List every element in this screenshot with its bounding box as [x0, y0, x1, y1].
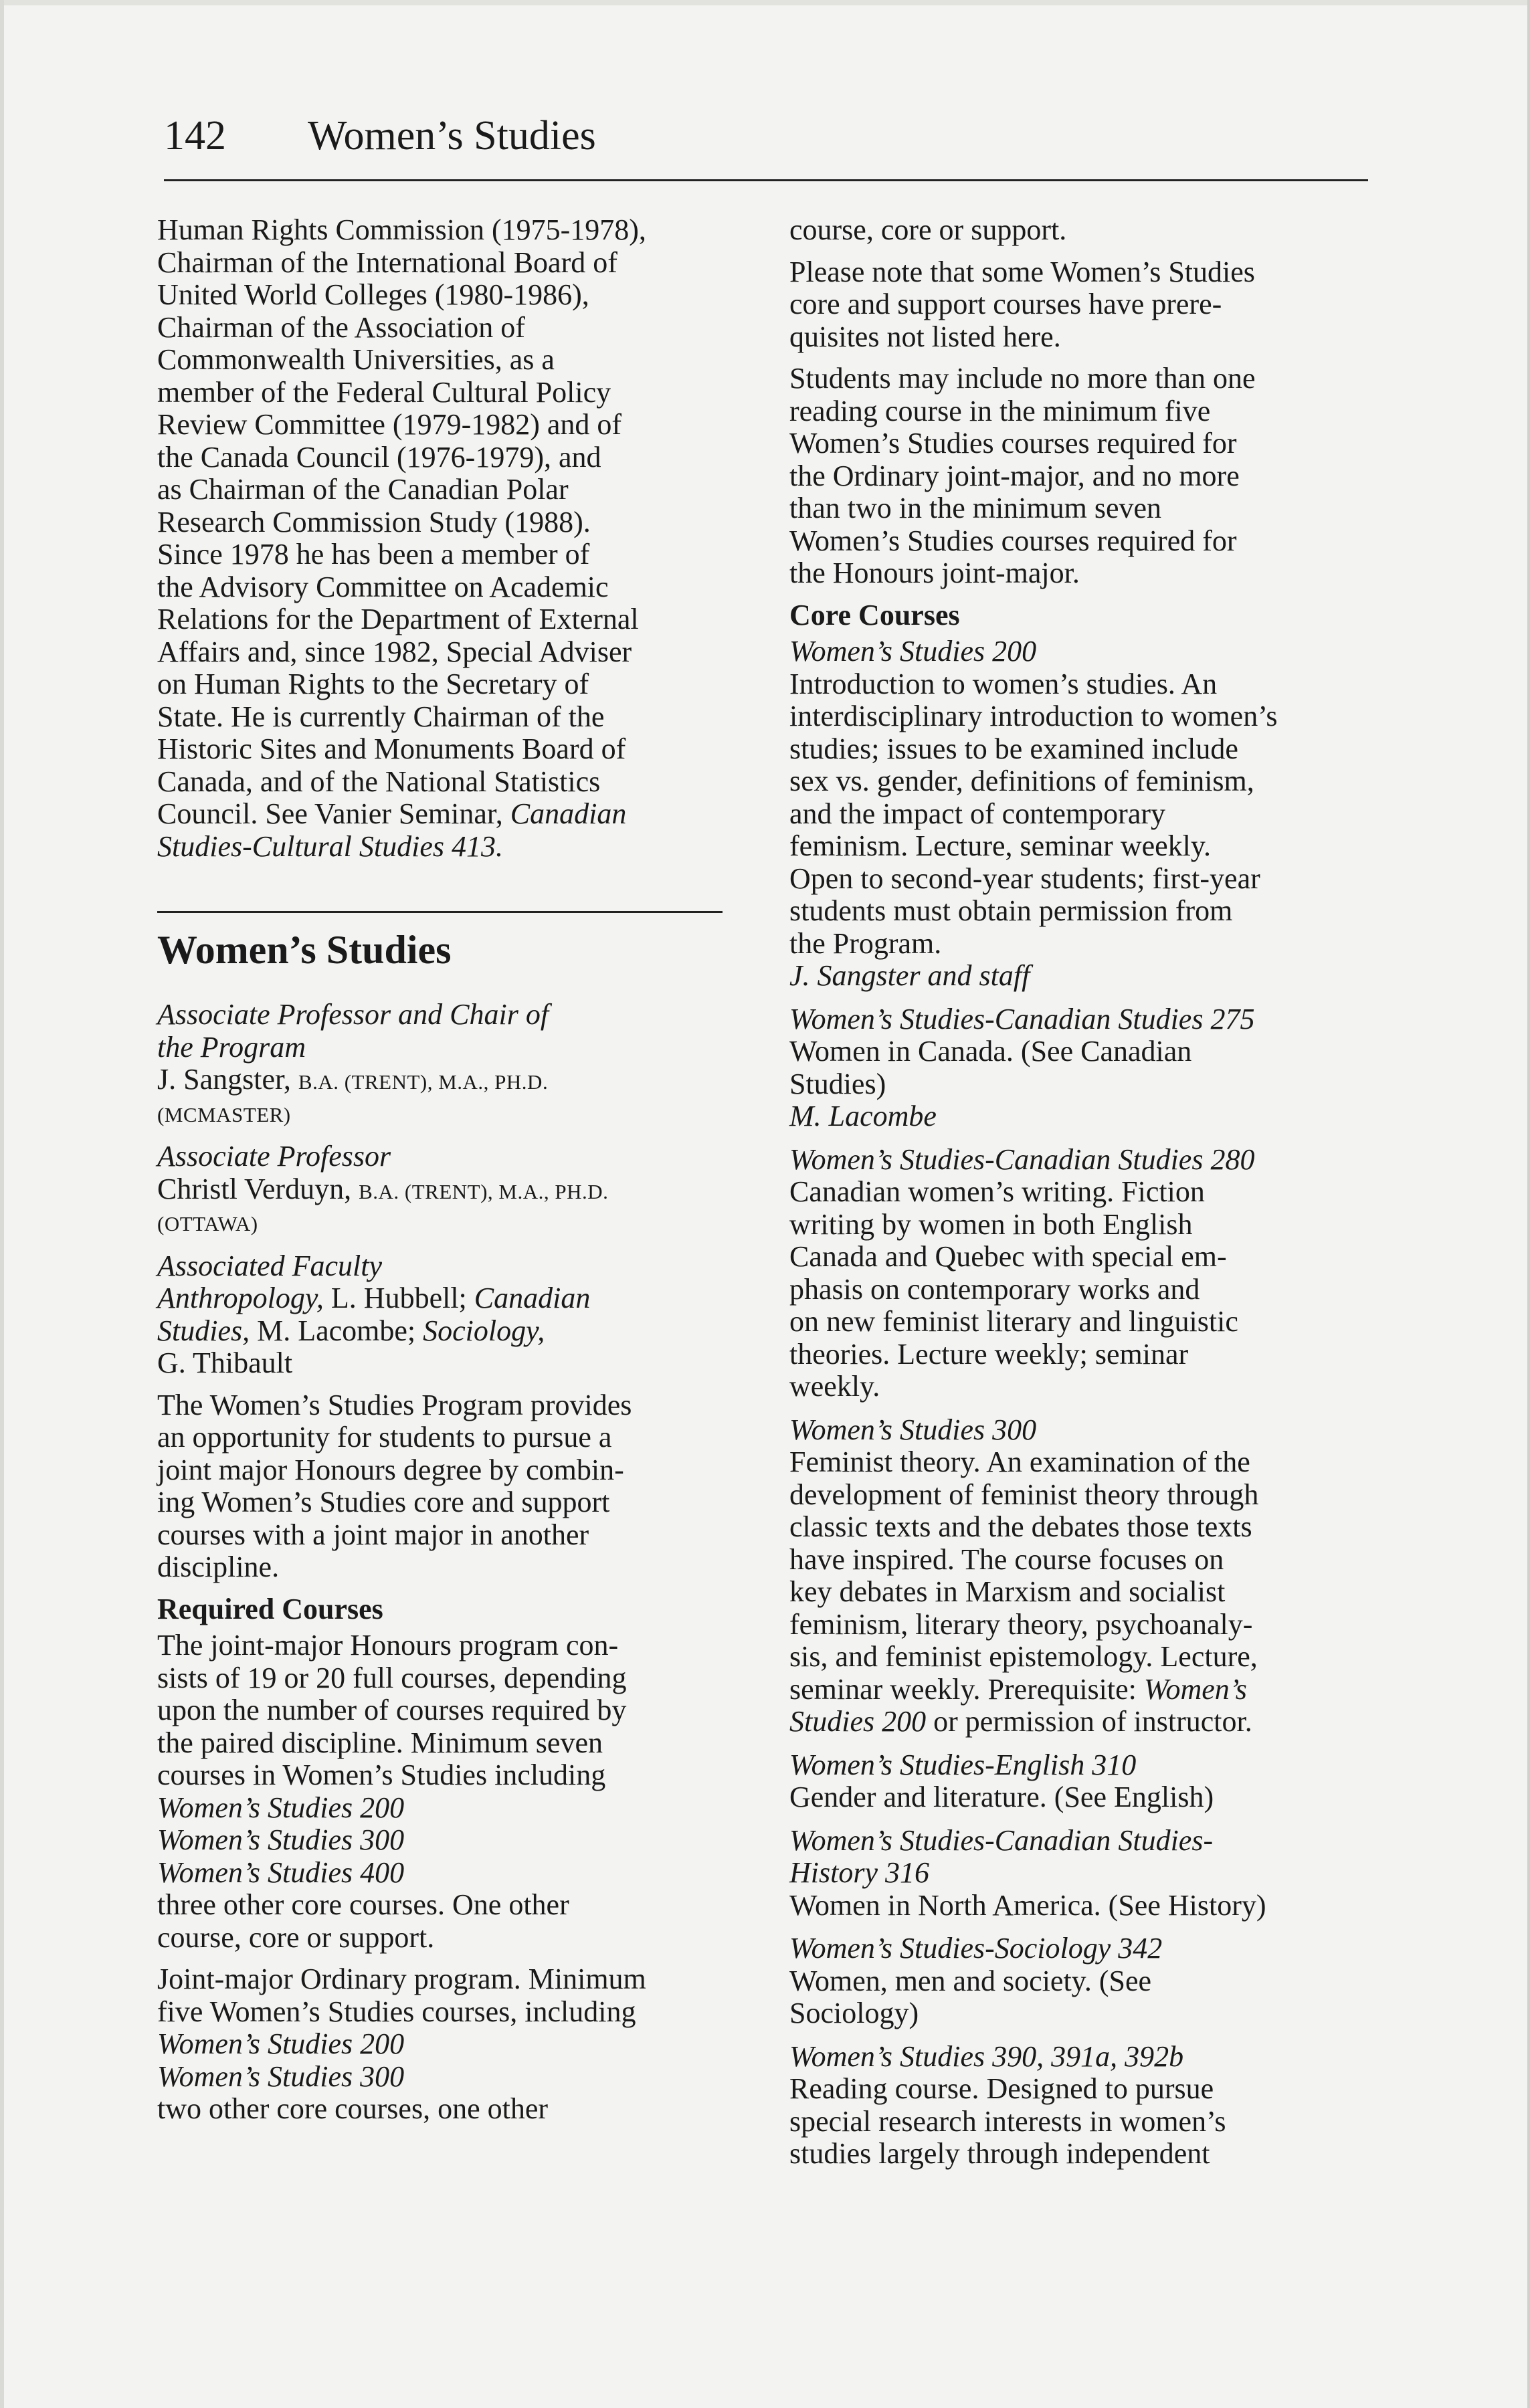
course-description: studies largely through independent: [789, 2137, 1210, 2170]
bio-line: as Chairman of the Canadian Polar: [157, 473, 569, 506]
text-line: Joint-major Ordinary program. Minimum: [157, 1963, 646, 1995]
course-description: sis, and feminist epistemology. Lecture,: [789, 1640, 1258, 1673]
course-description: theories. Lecture weekly; seminar: [789, 1337, 1189, 1371]
text-line: the Honours joint-major.: [789, 557, 1080, 589]
faculty-entry: [157, 999, 733, 1131]
faculty-name-line: [157, 1064, 733, 1099]
bio-line: State. He is currently Chairman of the: [157, 700, 605, 733]
faculty-role: Associate Professor: [157, 1140, 391, 1173]
text-line: discipline.: [157, 1550, 280, 1583]
faculty-role: the Program: [157, 1030, 306, 1064]
course-description: Canada and Quebec with special em-: [789, 1240, 1227, 1273]
course-description: Women, men and society. (See: [789, 1964, 1151, 1997]
course-prerequisite: [789, 1674, 1365, 1706]
text-line: the paired discipline. Minimum seven: [157, 1726, 603, 1759]
course-description: students must obtain permission from: [789, 894, 1233, 927]
course-description: Studies): [789, 1067, 886, 1100]
course-description: Gender and literature. (See English): [789, 1781, 1214, 1813]
running-head: [164, 106, 1368, 181]
bio-text: Council. See Vanier Seminar,: [157, 797, 510, 830]
course-entry-275: [789, 1003, 1365, 1133]
text-line: two other core courses, one other: [157, 2092, 549, 2125]
course-title: Women’s Studies 300: [789, 1413, 1037, 1446]
bio-line: Research Commission Study (1988).: [157, 505, 591, 538]
course-description: development of feminist theory through: [789, 1478, 1259, 1511]
faculty-entry: [157, 1250, 733, 1380]
honours-requirements: [157, 1629, 733, 1954]
course-instructor: J. Sangster and staff: [789, 959, 1030, 992]
bio-line: the Advisory Committee on Academic: [157, 570, 609, 603]
bio-line: Review Committee (1979-1982) and of: [157, 408, 622, 441]
course-entry-200: [789, 635, 1365, 993]
course-description: Introduction to women’s studies. An: [789, 667, 1218, 700]
course-description: studies; issues to be examined include: [789, 732, 1238, 765]
page-number: 142: [164, 113, 226, 159]
text-line: Women’s Studies courses required for: [789, 427, 1237, 460]
faculty-name: M. Lacombe;: [250, 1314, 423, 1347]
bio-line: Canada, and of the National Statistics: [157, 765, 601, 798]
text-line: Women’s Studies courses required for: [789, 524, 1237, 557]
prereq-text: seminar weekly. Prerequisite:: [789, 1672, 1144, 1706]
course-prerequisite: [789, 1706, 1365, 1738]
course-description: Women in North America. (See History): [789, 1888, 1266, 1922]
bio-line: on Human Rights to the Secretary of: [157, 668, 589, 700]
bio-line: member of the Federal Cultural Policy: [157, 375, 611, 409]
course-description: and the impact of contemporary: [789, 797, 1166, 830]
page-edge-left: [0, 0, 4, 2408]
page-edge-top: [0, 0, 1530, 5]
right-column: [789, 214, 1365, 2181]
required-courses-heading: Required Courses: [157, 1592, 383, 1625]
text-line: course, core or support.: [789, 213, 1067, 246]
department: Anthropology,: [157, 1282, 324, 1314]
reading-course-note: [789, 363, 1365, 590]
course-description: classic texts and the debates those texts: [789, 1510, 1252, 1543]
course-reference: Women’s Studies 200: [157, 1791, 405, 1824]
faculty-name: L. Hubbell;: [323, 1282, 474, 1314]
page-title: Women’s Studies: [308, 113, 596, 159]
course-description: feminism. Lecture, seminar weekly.: [789, 829, 1212, 862]
text-line: ing Women’s Studies core and support: [157, 1486, 610, 1518]
text-line: core and support courses have prere-: [789, 288, 1222, 320]
faculty-name: J. Sangster,: [157, 1063, 298, 1096]
ordinary-requirements: [157, 1963, 733, 2126]
course-title: Women’s Studies 390, 391a, 392b: [789, 2039, 1184, 2073]
bio-line: United World Colleges (1980-1986),: [157, 278, 589, 311]
course-description: Canadian women’s writing. Fiction: [789, 1175, 1205, 1208]
text-line: course, core or support.: [157, 1920, 435, 1954]
text-line: joint major Honours degree by combin-: [157, 1453, 624, 1486]
program-intro: [157, 1389, 733, 1584]
course-title: Women’s Studies-Sociology 342: [789, 1932, 1163, 1965]
course-entry-390: [789, 2041, 1365, 2171]
text-line: The joint-major Honours program con-: [157, 1629, 619, 1662]
course-reference: Women’s Studies 300: [157, 1823, 405, 1856]
course-entry-310: [789, 1749, 1365, 1814]
course-description: on new feminist literary and linguistic: [789, 1305, 1238, 1338]
section-title: Women’s Studies: [157, 928, 452, 972]
course-description: weekly.: [789, 1370, 880, 1403]
department: Studies,: [157, 1314, 250, 1347]
faculty-role: Associated Faculty: [157, 1249, 383, 1282]
text-line: Please note that some Women’s Studies: [789, 255, 1255, 288]
left-column: [157, 214, 733, 2135]
course-description: special research interests in women’s: [789, 2104, 1226, 2138]
course-description: feminism, literary theory, psychoanaly-: [789, 1607, 1253, 1641]
text-line: than two in the minimum seven: [789, 492, 1162, 524]
faculty-name-line: [157, 1173, 733, 1209]
bio-paragraph: [157, 214, 733, 863]
faculty-name: Christl Verduyn,: [157, 1172, 359, 1205]
text-line: upon the number of courses required by: [157, 1694, 627, 1726]
course-entry-316: [789, 1825, 1365, 1922]
bio-line: [157, 798, 733, 831]
course-description: writing by women in both English: [789, 1207, 1193, 1241]
text-line: an opportunity for students to pursue a: [157, 1421, 612, 1453]
course-description: Reading course. Designed to pursue: [789, 2072, 1214, 2105]
faculty-degrees: B.A. (TRENT), M.A., PH.D.: [298, 1070, 549, 1094]
bio-reference: Canadian: [510, 797, 627, 830]
text-line: the Ordinary joint-major, and no more: [789, 459, 1240, 492]
bio-line: Human Rights Commission (1975-1978),: [157, 213, 646, 246]
course-description: Feminist theory. An examination of the: [789, 1445, 1250, 1478]
section-divider: [157, 911, 723, 913]
course-entry-300: [789, 1414, 1365, 1738]
course-description: Sociology): [789, 1997, 919, 2029]
course-description: phasis on contemporary works and: [789, 1272, 1200, 1306]
text-line: courses in Women’s Studies including: [157, 1759, 606, 1791]
course-instructor: M. Lacombe: [789, 1100, 937, 1132]
text-line: quisites not listed here.: [789, 320, 1061, 353]
course-title: History 316: [789, 1856, 929, 1889]
bio-line: Commonwealth Universities, as a: [157, 343, 555, 376]
course-entry-280: [789, 1144, 1365, 1403]
bio-line: Historic Sites and Monuments Board of: [157, 732, 626, 765]
prereq-text: or permission of instructor.: [926, 1705, 1252, 1738]
course-description: have inspired. The course focuses on: [789, 1542, 1224, 1576]
course-description: sex vs. gender, definitions of feminism,: [789, 765, 1254, 797]
faculty-name: G. Thibault: [157, 1346, 293, 1379]
prereq-course: Studies 200: [789, 1705, 927, 1738]
text-line: Students may include no more than one: [789, 362, 1256, 395]
associated-faculty-line: [157, 1315, 733, 1348]
prerequisite-note: [789, 256, 1365, 354]
text-line: sists of 19 or 20 full courses, depending: [157, 1661, 627, 1694]
core-courses-heading: Core Courses: [789, 598, 960, 631]
course-reference: Women’s Studies 200: [157, 2027, 405, 2060]
bio-line: Relations for the Department of External: [157, 603, 639, 635]
text-line: The Women’s Studies Program provides: [157, 1388, 632, 1421]
faculty-list: [157, 999, 733, 1380]
bio-line: Chairman of the Association of: [157, 310, 525, 344]
course-description: interdisciplinary introduction to women’s: [789, 700, 1278, 732]
course-reference: Women’s Studies 300: [157, 2060, 405, 2093]
associated-faculty-line: [157, 1282, 733, 1315]
continued-text: [789, 214, 1365, 247]
department: Sociology,: [423, 1314, 545, 1347]
faculty-degrees: B.A. (TRENT), M.A., PH.D.: [359, 1179, 609, 1203]
text-line: five Women’s Studies courses, including: [157, 1995, 636, 2028]
text-line: three other core courses. One other: [157, 1888, 569, 1921]
page-edge-right: [1527, 0, 1530, 2408]
bio-reference: Studies-Cultural Studies 413.: [157, 829, 503, 863]
course-description: key debates in Marxism and socialist: [789, 1575, 1226, 1608]
prereq-course: Women’s: [1143, 1672, 1247, 1706]
course-title: Women’s Studies-English 310: [789, 1748, 1137, 1781]
course-title: Women’s Studies-Canadian Studies 275: [789, 1002, 1255, 1035]
bio-line: the Canada Council (1976-1979), and: [157, 440, 601, 474]
course-title: Women’s Studies-Canadian Studies 280: [789, 1142, 1255, 1176]
course-description: Women in Canada. (See Canadian: [789, 1035, 1192, 1068]
text-line: reading course in the minimum five: [789, 394, 1211, 427]
course-entry-342: [789, 1932, 1365, 2030]
faculty-degrees: (MCMASTER): [157, 1102, 291, 1126]
bio-line: Since 1978 he has been a member of: [157, 538, 590, 571]
course-description: the Program.: [789, 926, 942, 960]
bio-line: Chairman of the International Board of: [157, 245, 617, 279]
department: Canadian: [474, 1282, 591, 1314]
course-title: Women’s Studies 200: [789, 635, 1037, 668]
faculty-role: Associate Professor and Chair of: [157, 998, 549, 1031]
course-description: Open to second-year students; first-year: [789, 862, 1260, 895]
course-reference: Women’s Studies 400: [157, 1855, 405, 1889]
faculty-entry: [157, 1140, 733, 1241]
text-line: courses with a joint major in another: [157, 1518, 589, 1551]
faculty-degrees: (OTTAWA): [157, 1212, 258, 1235]
bio-line: Affairs and, since 1982, Special Adviser: [157, 635, 632, 668]
course-title: Women’s Studies-Canadian Studies-: [789, 1823, 1214, 1857]
